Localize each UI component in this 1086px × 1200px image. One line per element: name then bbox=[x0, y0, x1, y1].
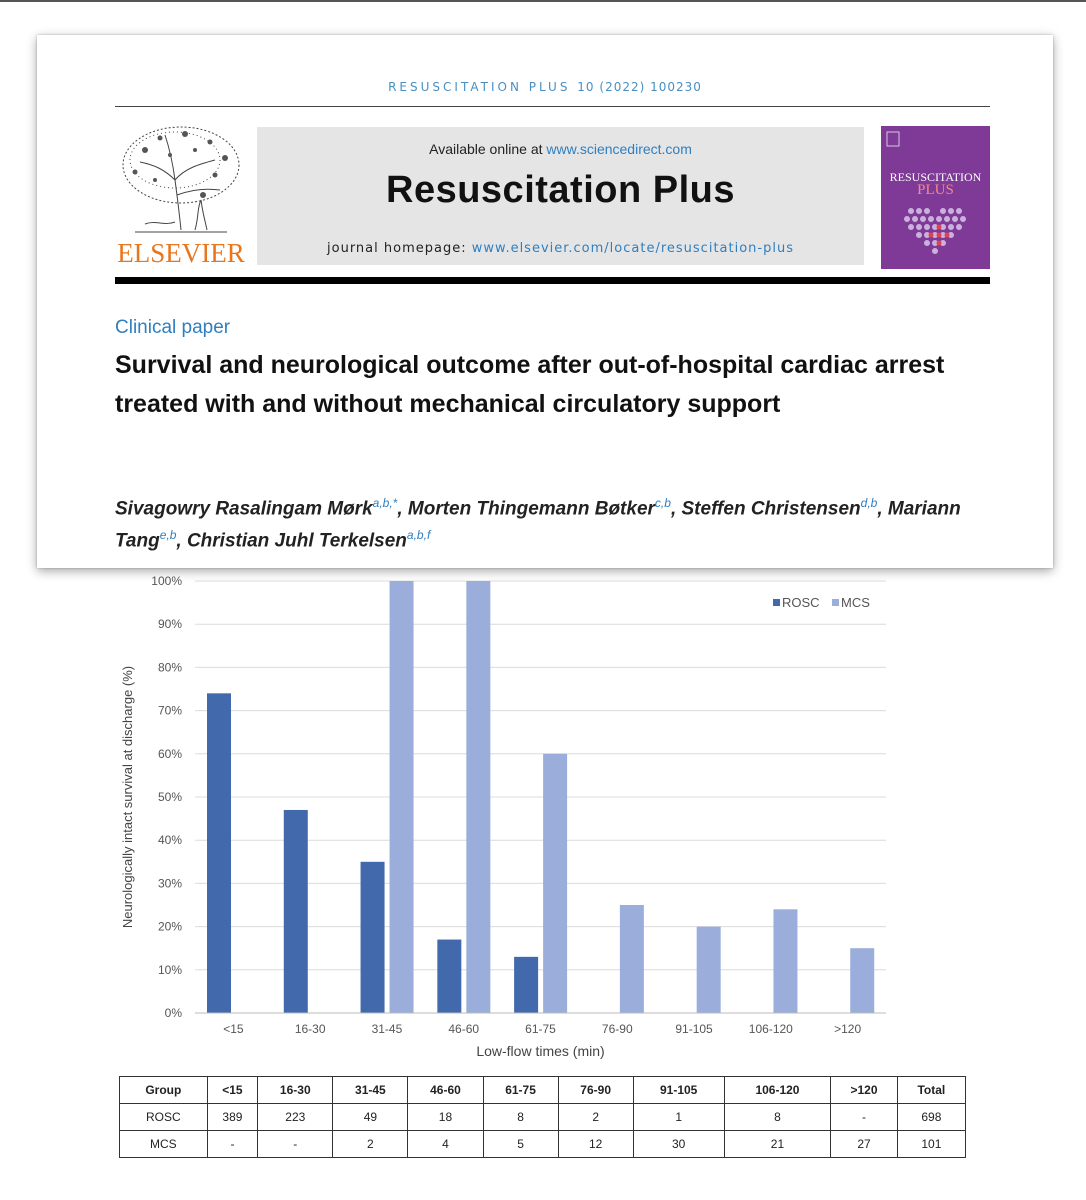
table-cell: 8 bbox=[483, 1104, 558, 1131]
available-prefix: Available online at bbox=[429, 141, 547, 157]
legend-swatch-mcs bbox=[832, 599, 839, 606]
table-cell: 4 bbox=[408, 1131, 483, 1158]
table-cell: 30 bbox=[633, 1131, 724, 1158]
title-rule bbox=[115, 277, 990, 284]
author-affiliation: c,b bbox=[654, 496, 671, 510]
author-affiliation: e,b bbox=[159, 528, 177, 543]
y-axis-title: Neurologically intact survival at discharge (%) bbox=[120, 665, 135, 929]
table-cell: 2 bbox=[558, 1104, 633, 1131]
x-axis-title: Low-flow times (min) bbox=[476, 1043, 605, 1059]
journal-homepage-text bbox=[257, 241, 864, 256]
x-tick-label: 46-60 bbox=[448, 1022, 480, 1036]
y-tick-label: 50% bbox=[157, 790, 182, 804]
bar-mcs bbox=[850, 948, 874, 1013]
patient-count-table bbox=[119, 1076, 966, 1158]
cover-title: RESUSCITATION bbox=[889, 170, 982, 184]
x-tick-label: 106-120 bbox=[748, 1022, 793, 1036]
article-header-card bbox=[37, 35, 1053, 568]
article-section-label: Clinical paper bbox=[115, 317, 231, 338]
table-header-row bbox=[120, 1077, 966, 1104]
table-cell: 27 bbox=[831, 1131, 897, 1158]
table-cell: 2 bbox=[333, 1131, 408, 1158]
author-name: Steffen Christensen bbox=[681, 498, 861, 520]
y-tick-label: 90% bbox=[157, 617, 182, 632]
sciencedirect-link[interactable]: www.sciencedirect.com bbox=[546, 141, 692, 157]
bar-mcs bbox=[466, 581, 490, 1013]
journal-cover bbox=[881, 126, 990, 269]
bar-mcs bbox=[620, 905, 644, 1013]
cover-subtitle: PLUS bbox=[917, 182, 954, 198]
bar-rosc bbox=[514, 957, 538, 1013]
table-cell: 8 bbox=[724, 1104, 831, 1131]
table-header-cell: 106-120 bbox=[724, 1077, 831, 1104]
bar-mcs bbox=[390, 581, 414, 1013]
bar-rosc bbox=[207, 693, 231, 1013]
table-header-cell: 61-75 bbox=[483, 1077, 558, 1104]
y-tick-label: 100% bbox=[151, 574, 182, 588]
table-cell: 223 bbox=[258, 1104, 333, 1131]
journal-banner bbox=[257, 127, 864, 265]
bar-chart bbox=[100, 570, 900, 1070]
table-header-cell: 91-105 bbox=[633, 1077, 724, 1104]
journal-homepage-link[interactable]: www.elsevier.com/locate/resuscitation-plus bbox=[471, 241, 794, 256]
table-header-cell: <15 bbox=[207, 1077, 258, 1104]
author-name: Mariann Tang bbox=[115, 498, 961, 552]
bar-mcs bbox=[543, 754, 567, 1013]
author-list: Sivagowry Rasalingam Mørk$^{a,b,*}$, Morten Thingemann Bøtker$^{c,b}$, Steffen Christensen$^{d,b}$, Mariann Tang$^{e,b}$, Christian Juhl Terkelsen$^{a,b,f}$ bbox=[115, 496, 961, 552]
x-tick-label: 61-75 bbox=[525, 1022, 556, 1036]
homepage-prefix: journal homepage: bbox=[327, 241, 472, 256]
elsevier-logo bbox=[115, 120, 247, 268]
x-tick-label: 76-90 bbox=[601, 1022, 633, 1036]
x-tick-label: <15 bbox=[223, 1022, 244, 1036]
table-cell: 12 bbox=[558, 1131, 633, 1158]
table-row bbox=[120, 1104, 966, 1131]
table-header-cell: 31-45 bbox=[333, 1077, 408, 1104]
journal-reference bbox=[37, 80, 1053, 94]
table-cell: - bbox=[207, 1131, 258, 1158]
table-cell: 21 bbox=[724, 1131, 831, 1158]
author-name: Morten Thingemann Bøtker bbox=[407, 498, 655, 520]
table-cell: MCS bbox=[120, 1131, 208, 1158]
table-row bbox=[120, 1131, 966, 1158]
author-affiliation: d,b bbox=[860, 496, 878, 510]
x-tick-label: >120 bbox=[834, 1022, 862, 1036]
header-rule bbox=[115, 106, 990, 107]
journal-title: Resuscitation Plus bbox=[386, 169, 735, 211]
bar-mcs bbox=[773, 909, 797, 1013]
x-tick-label: 91-105 bbox=[675, 1022, 713, 1036]
publisher-wordmark: ELSEVIER bbox=[117, 238, 245, 268]
table-cell: 101 bbox=[897, 1131, 965, 1158]
table-body bbox=[120, 1104, 966, 1158]
table-cell: - bbox=[831, 1104, 897, 1131]
table-cell: 698 bbox=[897, 1104, 965, 1131]
legend-label-rosc: ROSC bbox=[782, 595, 820, 610]
table-cell: - bbox=[258, 1131, 333, 1158]
legend-label-mcs: MCS bbox=[841, 595, 870, 610]
table-cell: 389 bbox=[207, 1104, 258, 1131]
top-border-line bbox=[0, 0, 1086, 2]
y-tick-label: 0% bbox=[164, 1006, 182, 1020]
table-cell: ROSC bbox=[120, 1104, 208, 1131]
y-tick-label: 40% bbox=[157, 833, 182, 848]
y-tick-label: 70% bbox=[157, 703, 182, 718]
y-tick-label: 80% bbox=[157, 660, 182, 675]
legend-swatch-rosc bbox=[773, 599, 780, 606]
x-tick-label: 31-45 bbox=[371, 1022, 403, 1036]
author-name: Christian Juhl Terkelsen bbox=[186, 530, 407, 552]
chart-canvas bbox=[100, 570, 900, 1070]
table-cell: 5 bbox=[483, 1131, 558, 1158]
y-tick-label: 60% bbox=[157, 746, 182, 761]
elsevier-tree-icon bbox=[115, 120, 247, 238]
table-header-cell: 76-90 bbox=[558, 1077, 633, 1104]
table-header-cell: 16-30 bbox=[258, 1077, 333, 1104]
bar-mcs bbox=[697, 927, 721, 1013]
bar-rosc bbox=[361, 862, 385, 1013]
author-affiliation: a,b,* bbox=[372, 496, 398, 510]
author-affiliation: a,b,f bbox=[406, 528, 431, 543]
journal-ref-name: RESUSCITATION PLUS bbox=[388, 80, 571, 94]
journal-ref-volume: 10 (2022) 100230 bbox=[577, 80, 702, 94]
table-cell: 49 bbox=[333, 1104, 408, 1131]
paper-title: Survival and neurological outcome after out-of-hospital cardiac arrest treated with and without mechanical circulatory support bbox=[115, 351, 945, 418]
y-tick-label: 10% bbox=[157, 962, 182, 977]
author-name: Sivagowry Rasalingam Mørk bbox=[115, 498, 373, 520]
table-header-cell: Total bbox=[897, 1077, 965, 1104]
bar-rosc bbox=[437, 940, 461, 1013]
table-cell: 1 bbox=[633, 1104, 724, 1131]
y-tick-label: 30% bbox=[157, 876, 182, 891]
table-cell: 18 bbox=[408, 1104, 483, 1131]
table-header-cell: >120 bbox=[831, 1077, 897, 1104]
available-online-text bbox=[257, 141, 864, 157]
y-tick-label: 20% bbox=[157, 919, 182, 934]
bar-rosc bbox=[284, 810, 308, 1013]
table-header-cell: 46-60 bbox=[408, 1077, 483, 1104]
x-tick-label: 16-30 bbox=[294, 1022, 326, 1036]
table-header-cell: Group bbox=[120, 1077, 208, 1104]
